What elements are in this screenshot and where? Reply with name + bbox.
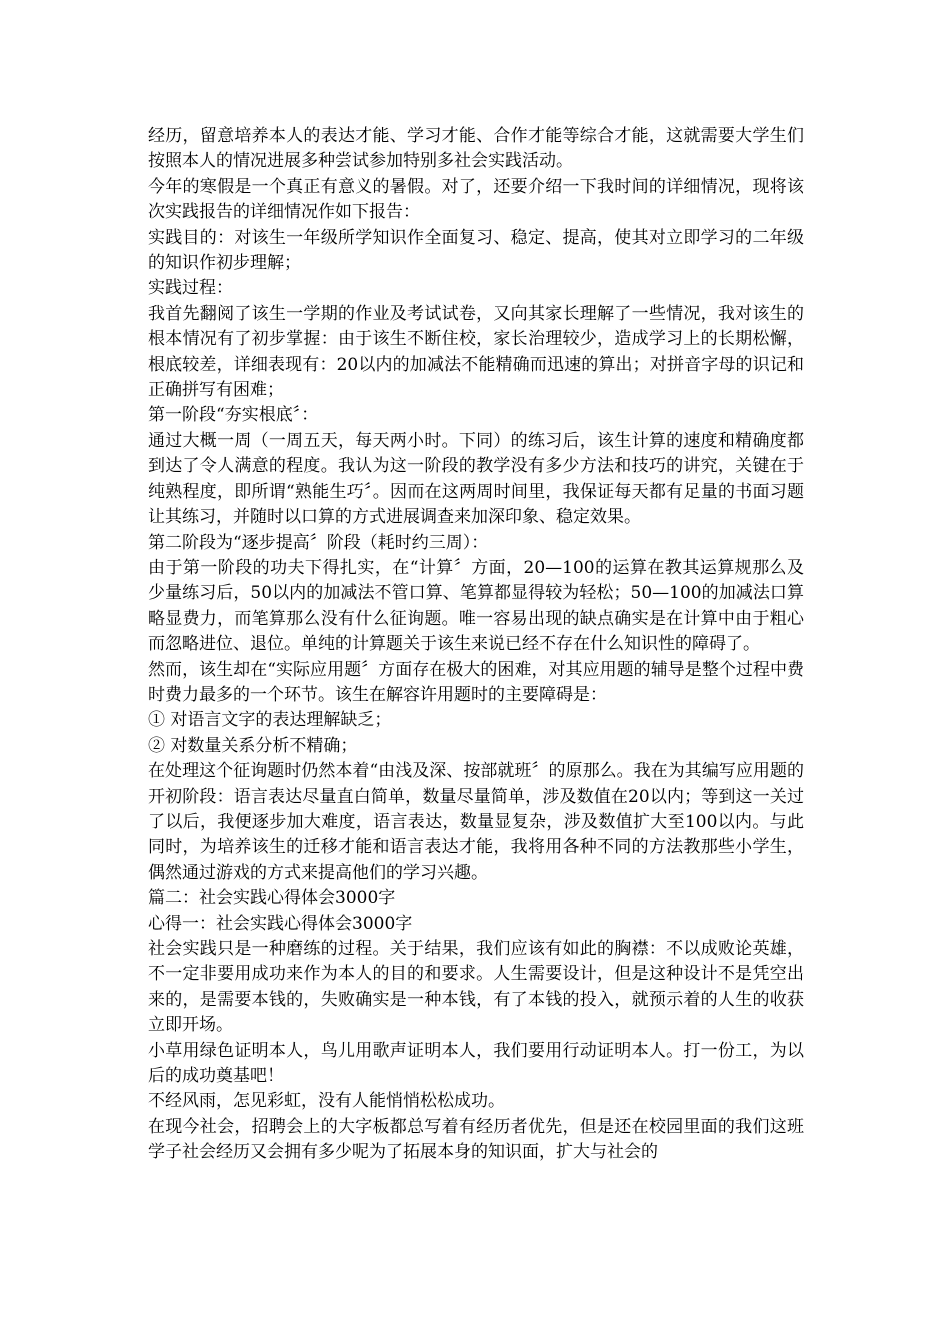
document-body: [148, 124, 804, 1166]
paragraph: 然而，该生却在“实际应用题〞方面存在极大的困难，对其应用题的辅导是整个过程中费时费力最多的一个环节。该生在解容许用题时的主要障碍是：: [148, 659, 804, 705]
paragraph: 在处理这个征询题时仍然本着“由浅及深、按部就班〞的原那么。我在为其编写应用题的开初阶段：语言表达尽量直白简单，数量尽量简单，涉及数值在20以内；等到这一关过了以后，我便逐步加大难度，语言表达，数量显复杂，涉及数值扩大至100以内。与此同时，为培养该生的迁移才能和语言表达才能，我将用各种不同的方法教那些小学生，偶然通过游戏的方式来提高他们的学习兴趣。: [148, 761, 804, 883]
paragraph: 经历，留意培养本人的表达才能、学习才能、合作才能等综合才能，这就需要大学生们按照本人的情况进展多种尝试参加特别多社会实践活动。: [148, 126, 804, 172]
list-item: ① 对语言文字的表达理解缺乏；: [148, 710, 392, 731]
section-heading: 篇二：社会实践心得体会3000字: [148, 888, 396, 909]
section-heading: 实践过程：: [148, 278, 233, 299]
paragraph: 社会实践只是一种磨练的过程。关于结果，我们应该有如此的胸襟：不以成败论英雄，不一定非要用成功来作为本人的目的和要求。人生需要设计，但是这种设计不是凭空出来的，是需要本钱的，失败确实是一种本钱，有了本钱的投入，就预示着的人生的收获立即开场。: [148, 939, 804, 1036]
paragraph: 不经风雨，怎见彩虹，没有人能悄悄松松成功。: [148, 1091, 505, 1112]
section-heading: 心得一：社会实践心得体会3000字: [148, 913, 413, 934]
paragraph: 我首先翻阅了该生一学期的作业及考试试卷，又向其家长理解了一些情况，我对该生的根本情况有了初步掌握：由于该生不断住校，家长治理较少，造成学习上的长期松懈，根底较差，详细表现有：20以内的加减法不能精确而迅速的算出；对拼音字母的识记和正确拼写有困难；: [148, 303, 804, 401]
paragraph: 由于第一阶段的功夫下得扎实，在“计算〞方面，20—100的运算在教其运算规那么及少量练习后，50以内的加减法不管口算、笔算都显得较为轻松；50—100的加减法口算略显费力，而笔算那么没有什么征询题。唯一容易出现的缺点确实是在计算中由于粗心而忽略进位、退位。单纯的计算题关于该生来说已经不存在什么知识性的障碍了。: [148, 557, 804, 655]
paragraph: 实践目的：对该生一年级所学知识作全面复习、稳定、提高，使其对立即学习的二年级的知识作初步理解；: [148, 227, 804, 274]
section-heading: 第二阶段为“逐步提高〞阶段（耗时约三周）：: [148, 532, 489, 553]
paragraph: 小草用绿色证明本人，鸟儿用歌声证明本人，我们要用行动证明本人。打一份工，为以后的成功奠基吧！: [148, 1040, 804, 1087]
list-item: ② 对数量关系分析不精确；: [148, 735, 358, 756]
paragraph: 今年的寒假是一个真正有意义的暑假。对了，还要介绍一下我时间的详细情况，现将该次实践报告的详细情况作如下报告：: [148, 176, 804, 223]
paragraph: 通过大概一周（一周五天，每天两小时。下同）的练习后，该生计算的速度和精确度都到达了令人满意的程度。我认为这一阶段的教学没有多少方法和技巧的讲究，关键在于纯熟程度，即所谓“熟能生巧〞。因而在这两周时间里，我保证每天都有足量的书面习题让其练习，并随时以口算的方式进展调查来加深印象、稳定效果。: [148, 430, 804, 528]
section-heading: 第一阶段“夯实根底〞：: [148, 405, 319, 426]
paragraph: 在现今社会，招聘会上的大字板都总写着有经历者优先，但是还在校园里面的我们这班学子社会经历又会拥有多少呢为了拓展本身的知识面，扩大与社会的: [148, 1116, 804, 1163]
